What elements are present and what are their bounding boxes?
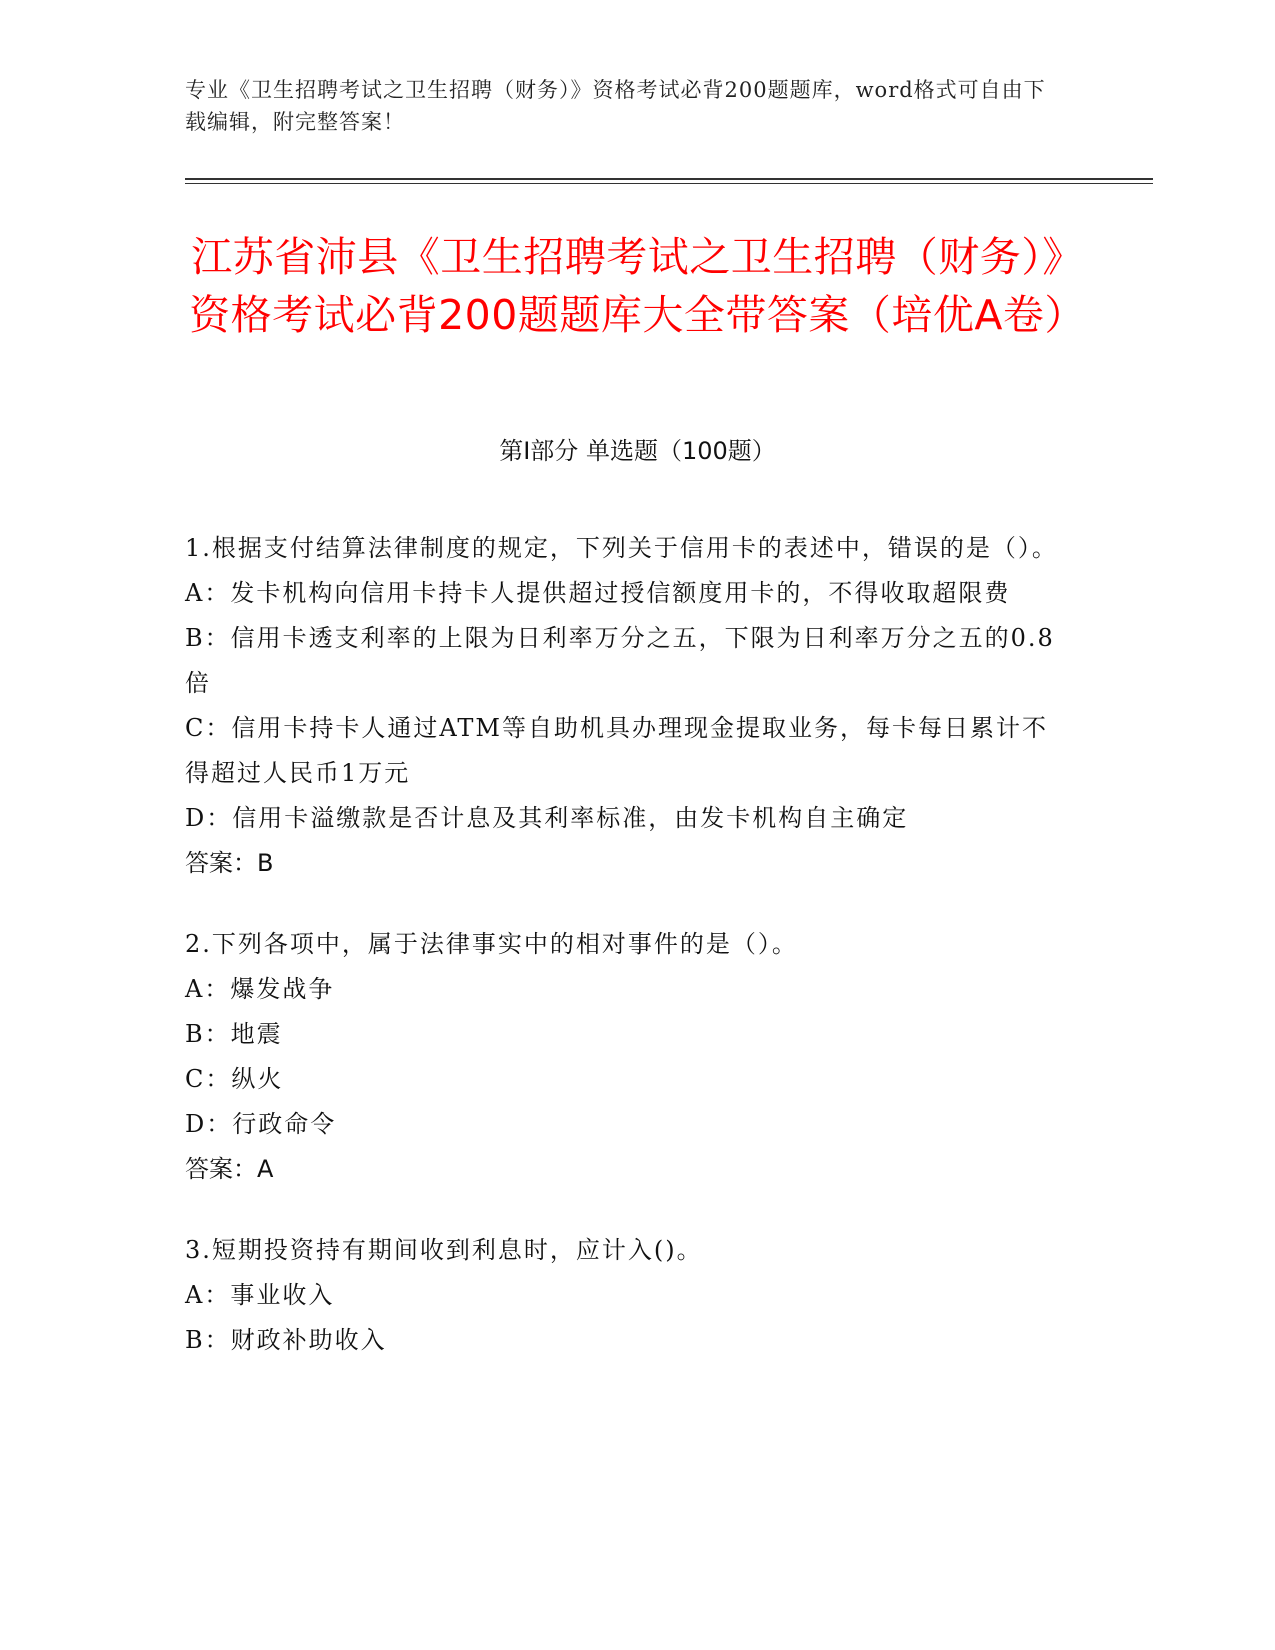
option-a: A：发卡机构向信用卡持卡人提供超过授信额度用卡的，不得收取超限费	[185, 579, 1011, 607]
header-note: 专业《卫生招聘考试之卫生招聘（财务）》资格考试必背200题题库，word格式可自由下载编辑，附完整答案！	[185, 78, 1046, 134]
document-title: 江苏省沛县《卫生招聘考试之卫生招聘（财务）》资格考试必背200题题库大全带答案（培优A卷）	[189, 233, 1086, 339]
question-stem: 2.下列各项中，属于法律事实中的相对事件的是（）。	[185, 930, 798, 958]
option-b: B：财政补助收入	[185, 1326, 387, 1354]
option-b: B：信用卡透支利率的上限为日利率万分之五，下限为日利率万分之五的0.8倍	[185, 624, 1055, 697]
question-2	[185, 922, 1065, 1192]
option-a: A：事业收入	[185, 1281, 335, 1309]
divider-thick-line	[185, 178, 1153, 180]
option-c: C：纵火	[185, 1065, 284, 1093]
question-list	[185, 526, 1065, 1399]
header-divider	[185, 178, 1153, 184]
option-b: B：地震	[185, 1020, 283, 1048]
question-stem: 3.短期投资持有期间收到利息时，应计入()。	[185, 1236, 703, 1264]
question-1	[185, 526, 1065, 886]
question-3	[185, 1228, 1065, 1363]
section-title: 第I部分 单选题（100题）	[499, 437, 776, 465]
divider-thin-line	[185, 183, 1153, 184]
question-stem: 1.根据支付结算法律制度的规定，下列关于信用卡的表述中，错误的是（）。	[185, 534, 1058, 562]
option-d: D：行政命令	[185, 1110, 337, 1138]
answer-label: 答案：B	[185, 849, 274, 877]
option-c: C：信用卡持卡人通过ATM等自助机具办理现金提取业务，每卡每日累计不得超过人民币1万元	[185, 714, 1048, 787]
option-d: D：信用卡溢缴款是否计息及其利率标准，由发卡机构自主确定	[185, 804, 909, 832]
answer-label: 答案：A	[185, 1155, 274, 1183]
option-a: A：爆发战争	[185, 975, 335, 1003]
